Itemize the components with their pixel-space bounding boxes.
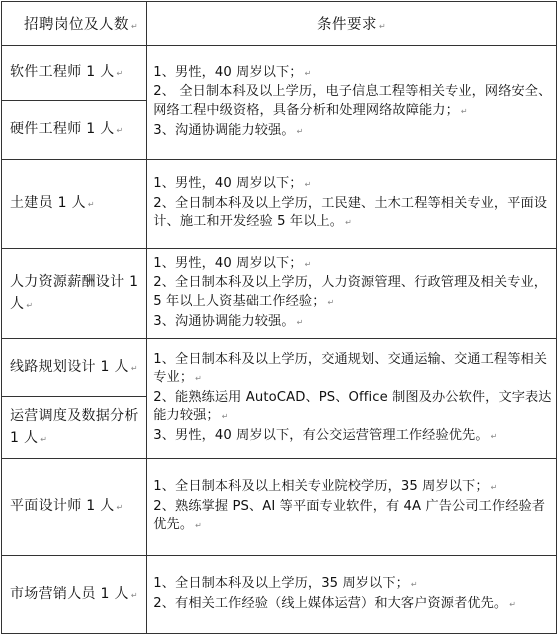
paragraph-mark: ↵ bbox=[509, 599, 517, 609]
paragraph-mark: ↵ bbox=[490, 483, 498, 493]
paragraph-mark: ↵ bbox=[460, 107, 468, 116]
paragraph-mark: ↵ bbox=[304, 180, 312, 190]
paragraph-mark: ↵ bbox=[410, 579, 418, 589]
table-row bbox=[2, 339, 557, 397]
paragraph-mark: ↵ bbox=[131, 22, 139, 31]
header-position-label: 招聘岗位及人数 bbox=[24, 17, 129, 33]
paragraph-mark: ↵ bbox=[304, 259, 312, 269]
requirement-line: 1、男性，40 周岁以下； ↵ bbox=[153, 176, 312, 192]
position-cell bbox=[2, 160, 147, 249]
paragraph-mark: ↵ bbox=[26, 300, 34, 310]
header-position bbox=[2, 2, 147, 46]
requirement-line: 2、能熟练运用 AutoCAD、PS、Office 制图及办公软件，文字表达能力较强； ↵ bbox=[153, 389, 552, 424]
paragraph-mark: ↵ bbox=[116, 126, 124, 135]
requirement-line: 2、熟练掌握 PS、AI 等平面专业软件，有 4A 广告公司工作经验者优先。 ↵ bbox=[153, 498, 546, 533]
requirement-line: 1、男性，40 周岁以下； ↵ bbox=[153, 255, 312, 271]
position-cell bbox=[2, 46, 147, 101]
requirement-line: 3、男性，40 周岁以下，有公交运营管理工作经验优先。 ↵ bbox=[153, 427, 498, 443]
requirements-cell bbox=[147, 46, 557, 160]
requirement-line: 1、男性，40 周岁以下； ↵ bbox=[153, 64, 312, 80]
position-cell bbox=[2, 459, 147, 556]
recruitment-table bbox=[1, 1, 557, 634]
position-label: 软件工程师 1 人 bbox=[10, 64, 115, 80]
requirement-line: 1、全日制本科及以上学历，交通规划、交通运输、交通工程等相关专业； ↵ bbox=[153, 351, 548, 386]
table-row bbox=[2, 459, 557, 556]
position-label: 硬件工程师 1 人 bbox=[10, 121, 115, 137]
table-row bbox=[2, 556, 557, 634]
position-cell bbox=[2, 249, 147, 339]
paragraph-mark: ↵ bbox=[116, 503, 124, 512]
header-requirements-label: 条件要求 bbox=[317, 17, 378, 33]
paragraph-mark: ↵ bbox=[130, 590, 138, 600]
header-requirements bbox=[147, 2, 557, 46]
paragraph-mark: ↵ bbox=[490, 431, 498, 441]
paragraph-mark: ↵ bbox=[345, 218, 352, 228]
paragraph-mark: ↵ bbox=[379, 22, 387, 31]
position-label: 市场营销人员 1 人 bbox=[10, 585, 129, 602]
position-label: 人力资源薪酬设计 1 人 bbox=[10, 273, 139, 312]
position-cell bbox=[2, 556, 147, 634]
position-label: 运营调度及数据分析 1 人 bbox=[10, 407, 139, 446]
paragraph-mark: ↵ bbox=[40, 434, 48, 444]
position-label: 线路规划设计 1 人 bbox=[10, 358, 129, 375]
requirement-line: 2、全日制本科及以上学历，人力资源管理、行政管理及相关专业，5 年以上人资基础工作经验； ↵ bbox=[153, 275, 548, 309]
paragraph-mark: ↵ bbox=[87, 200, 95, 209]
table-row bbox=[2, 249, 557, 339]
requirements-cell bbox=[147, 459, 557, 556]
requirements-cell bbox=[147, 339, 557, 459]
paragraph-mark: ↵ bbox=[296, 317, 304, 327]
requirement-line: 2、有相关工作经验（线上媒体运营）和大客户资源者优先。 ↵ bbox=[153, 595, 517, 611]
requirements-cell bbox=[147, 160, 557, 249]
paragraph-mark: ↵ bbox=[195, 521, 202, 531]
position-label: 平面设计师 1 人 bbox=[10, 498, 115, 514]
table-header-row bbox=[2, 2, 557, 46]
table-row bbox=[2, 160, 557, 249]
requirements-cell bbox=[147, 249, 557, 339]
paragraph-mark: ↵ bbox=[304, 68, 312, 78]
table-row bbox=[2, 46, 557, 101]
paragraph-mark: ↵ bbox=[221, 412, 229, 422]
paragraph-mark: ↵ bbox=[130, 363, 138, 373]
requirement-line: 3、沟通协调能力较强。 ↵ bbox=[153, 313, 304, 329]
position-cell bbox=[2, 339, 147, 397]
requirement-line: 3、沟通协调能力较强。 ↵ bbox=[153, 122, 304, 138]
paragraph-mark: ↵ bbox=[296, 126, 304, 136]
position-cell bbox=[2, 101, 147, 160]
requirement-line: 2、 全日制本科及以上学历，电子信息工程等相关专业，网络安全、网络工程中级资格，具备分析和处理网络故障能力； ↵ bbox=[153, 84, 552, 118]
paragraph-mark: ↵ bbox=[195, 374, 202, 384]
requirement-line: 1、全日制本科及以上学历，35 周岁以下； ↵ bbox=[153, 575, 418, 591]
requirement-line: 1、全日制本科及以上相关专业院校学历，35 周岁以下； ↵ bbox=[153, 479, 498, 495]
position-cell bbox=[2, 397, 147, 459]
position-label: 土建员 1 人 bbox=[10, 195, 86, 211]
paragraph-mark: ↵ bbox=[327, 298, 335, 307]
requirement-line: 2、全日制本科及以上学历，工民建、土木工程等相关专业，平面设计、施工和开发经验 5 年以上。 ↵ bbox=[153, 195, 548, 230]
paragraph-mark: ↵ bbox=[116, 69, 124, 78]
requirements-cell bbox=[147, 556, 557, 634]
